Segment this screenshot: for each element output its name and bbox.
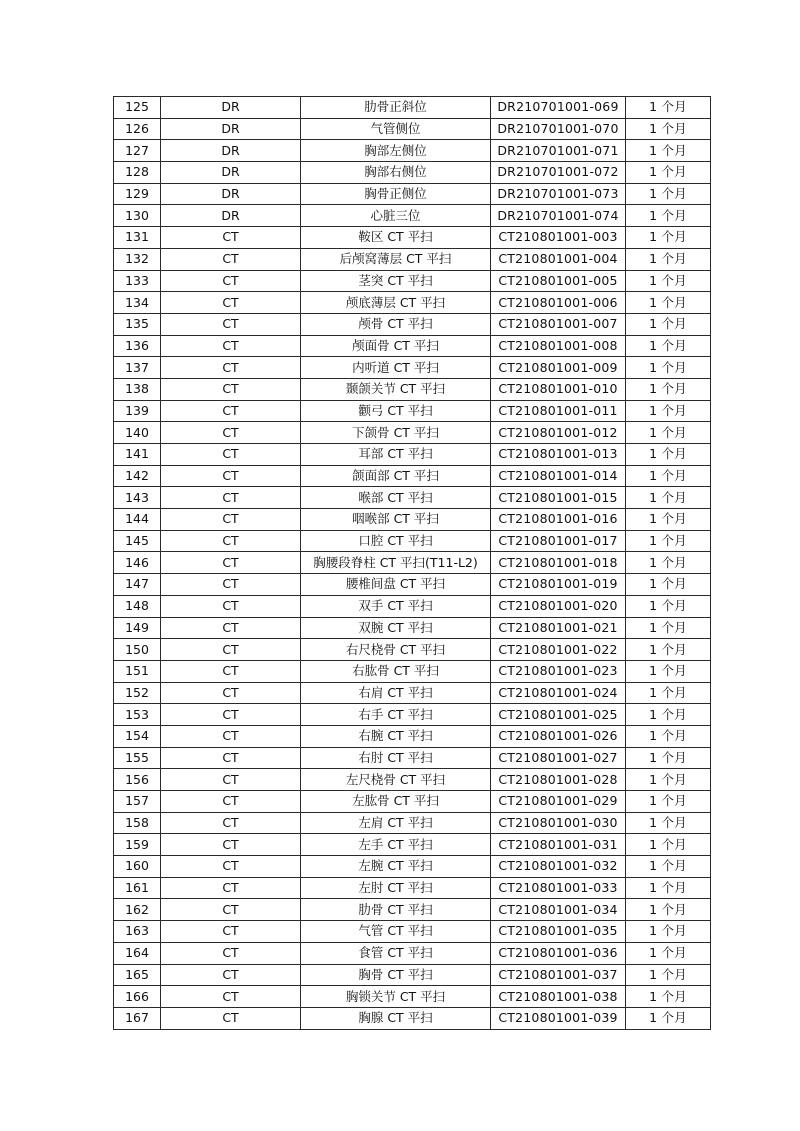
retention-period-cell: 1 个月 — [626, 682, 711, 704]
exam-name-cell: 茎突 CT 平扫 — [301, 270, 491, 292]
retention-period-cell: 1 个月 — [626, 162, 711, 184]
exam-name-cell: 下颌骨 CT 平扫 — [301, 422, 491, 444]
exam-code-cell: DR210701001-074 — [491, 205, 626, 227]
exam-name-cell: 左肱骨 CT 平扫 — [301, 791, 491, 813]
table-row — [114, 682, 711, 704]
exam-code-cell: CT210801001-039 — [491, 1007, 626, 1029]
exam-code-cell: CT210801001-016 — [491, 509, 626, 531]
exam-name-cell: 气管 CT 平扫 — [301, 921, 491, 943]
exam-code-cell: DR210701001-069 — [491, 97, 626, 119]
exam-code-cell: CT210801001-003 — [491, 227, 626, 249]
modality-cell: CT — [161, 378, 301, 400]
exam-name-cell: 后颅窝薄层 CT 平扫 — [301, 248, 491, 270]
modality-cell: CT — [161, 444, 301, 466]
modality-cell: CT — [161, 617, 301, 639]
exam-code-cell: CT210801001-032 — [491, 856, 626, 878]
table-row — [114, 856, 711, 878]
table-row — [114, 964, 711, 986]
table-row — [114, 812, 711, 834]
row-number-cell: 162 — [114, 899, 161, 921]
row-number-cell: 145 — [114, 530, 161, 552]
table-row — [114, 834, 711, 856]
exam-name-cell: 胸部右侧位 — [301, 162, 491, 184]
exam-name-cell: 咽喉部 CT 平扫 — [301, 509, 491, 531]
retention-period-cell: 1 个月 — [626, 509, 711, 531]
exam-name-cell: 左肘 CT 平扫 — [301, 877, 491, 899]
exam-name-cell: 胸部左侧位 — [301, 140, 491, 162]
table-row — [114, 877, 711, 899]
table-row — [114, 942, 711, 964]
modality-cell: DR — [161, 140, 301, 162]
row-number-cell: 128 — [114, 162, 161, 184]
exam-code-cell: DR210701001-072 — [491, 162, 626, 184]
modality-cell: DR — [161, 205, 301, 227]
table-row — [114, 313, 711, 335]
exam-name-cell: 右手 CT 平扫 — [301, 704, 491, 726]
exam-code-cell: CT210801001-008 — [491, 335, 626, 357]
retention-period-cell: 1 个月 — [626, 357, 711, 379]
row-number-cell: 158 — [114, 812, 161, 834]
row-number-cell: 132 — [114, 248, 161, 270]
table-row — [114, 292, 711, 314]
table-row — [114, 574, 711, 596]
exam-code-cell: CT210801001-021 — [491, 617, 626, 639]
modality-cell: DR — [161, 162, 301, 184]
row-number-cell: 157 — [114, 791, 161, 813]
table-row — [114, 400, 711, 422]
table-row — [114, 725, 711, 747]
modality-cell: CT — [161, 248, 301, 270]
modality-cell: CT — [161, 899, 301, 921]
row-number-cell: 150 — [114, 639, 161, 661]
table-row — [114, 639, 711, 661]
exam-name-cell: 胸骨正侧位 — [301, 183, 491, 205]
table-row — [114, 487, 711, 509]
retention-period-cell: 1 个月 — [626, 921, 711, 943]
table-row — [114, 1007, 711, 1029]
row-number-cell: 151 — [114, 660, 161, 682]
exam-name-cell: 颞颌关节 CT 平扫 — [301, 378, 491, 400]
row-number-cell: 165 — [114, 964, 161, 986]
modality-cell: CT — [161, 877, 301, 899]
table-row — [114, 357, 711, 379]
modality-cell: CT — [161, 509, 301, 531]
modality-cell: CT — [161, 986, 301, 1008]
retention-period-cell: 1 个月 — [626, 986, 711, 1008]
exam-name-cell: 颧弓 CT 平扫 — [301, 400, 491, 422]
table-row — [114, 899, 711, 921]
exam-code-cell: CT210801001-031 — [491, 834, 626, 856]
exam-code-cell: CT210801001-019 — [491, 574, 626, 596]
exam-name-cell: 内听道 CT 平扫 — [301, 357, 491, 379]
exam-name-cell: 左尺桡骨 CT 平扫 — [301, 769, 491, 791]
table-row — [114, 552, 711, 574]
modality-cell: CT — [161, 357, 301, 379]
row-number-cell: 130 — [114, 205, 161, 227]
row-number-cell: 141 — [114, 444, 161, 466]
exam-code-cell: CT210801001-027 — [491, 747, 626, 769]
retention-period-cell: 1 个月 — [626, 964, 711, 986]
table-row — [114, 704, 711, 726]
retention-period-cell: 1 个月 — [626, 856, 711, 878]
exam-code-cell: CT210801001-036 — [491, 942, 626, 964]
exam-code-cell: CT210801001-035 — [491, 921, 626, 943]
modality-cell: CT — [161, 313, 301, 335]
modality-cell: CT — [161, 292, 301, 314]
exam-name-cell: 腰椎间盘 CT 平扫 — [301, 574, 491, 596]
modality-cell: CT — [161, 530, 301, 552]
exam-code-cell: CT210801001-024 — [491, 682, 626, 704]
modality-cell: CT — [161, 400, 301, 422]
modality-cell: CT — [161, 942, 301, 964]
exam-name-cell: 鞍区 CT 平扫 — [301, 227, 491, 249]
exam-code-cell: CT210801001-009 — [491, 357, 626, 379]
table-row — [114, 465, 711, 487]
row-number-cell: 152 — [114, 682, 161, 704]
modality-cell: CT — [161, 487, 301, 509]
exam-name-cell: 胸腰段脊柱 CT 平扫(T11-L2) — [301, 552, 491, 574]
table-row — [114, 530, 711, 552]
row-number-cell: 125 — [114, 97, 161, 119]
exam-code-cell: DR210701001-071 — [491, 140, 626, 162]
exam-name-cell: 右肘 CT 平扫 — [301, 747, 491, 769]
table-row — [114, 140, 711, 162]
modality-cell: CT — [161, 465, 301, 487]
table-row — [114, 248, 711, 270]
retention-period-cell: 1 个月 — [626, 248, 711, 270]
row-number-cell: 155 — [114, 747, 161, 769]
modality-cell: CT — [161, 552, 301, 574]
modality-cell: CT — [161, 921, 301, 943]
row-number-cell: 167 — [114, 1007, 161, 1029]
row-number-cell: 156 — [114, 769, 161, 791]
modality-cell: DR — [161, 118, 301, 140]
modality-cell: DR — [161, 97, 301, 119]
modality-cell: CT — [161, 769, 301, 791]
exam-code-cell: DR210701001-073 — [491, 183, 626, 205]
modality-cell: DR — [161, 183, 301, 205]
table-row — [114, 769, 711, 791]
exam-code-cell: DR210701001-070 — [491, 118, 626, 140]
retention-period-cell: 1 个月 — [626, 812, 711, 834]
exam-name-cell: 食管 CT 平扫 — [301, 942, 491, 964]
exam-code-cell: CT210801001-037 — [491, 964, 626, 986]
table-row — [114, 205, 711, 227]
retention-period-cell: 1 个月 — [626, 660, 711, 682]
exam-name-cell: 肋骨正斜位 — [301, 97, 491, 119]
retention-period-cell: 1 个月 — [626, 292, 711, 314]
exam-code-cell: CT210801001-033 — [491, 877, 626, 899]
row-number-cell: 138 — [114, 378, 161, 400]
row-number-cell: 140 — [114, 422, 161, 444]
exam-name-cell: 右尺桡骨 CT 平扫 — [301, 639, 491, 661]
row-number-cell: 159 — [114, 834, 161, 856]
retention-period-cell: 1 个月 — [626, 118, 711, 140]
exam-name-cell: 左腕 CT 平扫 — [301, 856, 491, 878]
exam-code-cell: CT210801001-012 — [491, 422, 626, 444]
modality-cell: CT — [161, 834, 301, 856]
row-number-cell: 135 — [114, 313, 161, 335]
exam-name-cell: 左肩 CT 平扫 — [301, 812, 491, 834]
exam-code-cell: CT210801001-038 — [491, 986, 626, 1008]
exam-name-cell: 右肩 CT 平扫 — [301, 682, 491, 704]
row-number-cell: 144 — [114, 509, 161, 531]
retention-period-cell: 1 个月 — [626, 313, 711, 335]
retention-period-cell: 1 个月 — [626, 270, 711, 292]
modality-cell: CT — [161, 704, 301, 726]
row-number-cell: 127 — [114, 140, 161, 162]
modality-cell: CT — [161, 639, 301, 661]
table-row — [114, 660, 711, 682]
exam-code-cell: CT210801001-015 — [491, 487, 626, 509]
row-number-cell: 154 — [114, 725, 161, 747]
exam-name-cell: 右腕 CT 平扫 — [301, 725, 491, 747]
row-number-cell: 133 — [114, 270, 161, 292]
exam-code-cell: CT210801001-013 — [491, 444, 626, 466]
table-row — [114, 986, 711, 1008]
exam-name-cell: 双手 CT 平扫 — [301, 595, 491, 617]
modality-cell: CT — [161, 1007, 301, 1029]
exam-code-cell: CT210801001-007 — [491, 313, 626, 335]
modality-cell: CT — [161, 856, 301, 878]
row-number-cell: 143 — [114, 487, 161, 509]
exam-name-cell: 心脏三位 — [301, 205, 491, 227]
table-row — [114, 921, 711, 943]
modality-cell: CT — [161, 791, 301, 813]
modality-cell: CT — [161, 660, 301, 682]
retention-period-cell: 1 个月 — [626, 97, 711, 119]
retention-period-cell: 1 个月 — [626, 574, 711, 596]
exam-name-cell: 颅底薄层 CT 平扫 — [301, 292, 491, 314]
exam-name-cell: 颅骨 CT 平扫 — [301, 313, 491, 335]
retention-period-cell: 1 个月 — [626, 747, 711, 769]
modality-cell: CT — [161, 725, 301, 747]
retention-period-cell: 1 个月 — [626, 530, 711, 552]
retention-period-cell: 1 个月 — [626, 769, 711, 791]
row-number-cell: 131 — [114, 227, 161, 249]
retention-period-cell: 1 个月 — [626, 205, 711, 227]
exam-code-cell: CT210801001-014 — [491, 465, 626, 487]
retention-period-cell: 1 个月 — [626, 140, 711, 162]
retention-period-cell: 1 个月 — [626, 617, 711, 639]
exam-code-cell: CT210801001-017 — [491, 530, 626, 552]
exam-name-cell: 颌面部 CT 平扫 — [301, 465, 491, 487]
row-number-cell: 142 — [114, 465, 161, 487]
retention-period-cell: 1 个月 — [626, 465, 711, 487]
retention-period-cell: 1 个月 — [626, 877, 711, 899]
modality-cell: CT — [161, 682, 301, 704]
table-row — [114, 791, 711, 813]
exam-name-cell: 右肱骨 CT 平扫 — [301, 660, 491, 682]
exam-name-cell: 气管侧位 — [301, 118, 491, 140]
retention-period-cell: 1 个月 — [626, 704, 711, 726]
row-number-cell: 126 — [114, 118, 161, 140]
table-row — [114, 227, 711, 249]
retention-period-cell: 1 个月 — [626, 444, 711, 466]
table-row — [114, 162, 711, 184]
modality-cell: CT — [161, 335, 301, 357]
exam-code-cell: CT210801001-030 — [491, 812, 626, 834]
table-row — [114, 97, 711, 119]
exam-name-cell: 肋骨 CT 平扫 — [301, 899, 491, 921]
modality-cell: CT — [161, 227, 301, 249]
retention-period-cell: 1 个月 — [626, 899, 711, 921]
retention-period-cell: 1 个月 — [626, 487, 711, 509]
exam-name-cell: 口腔 CT 平扫 — [301, 530, 491, 552]
retention-period-cell: 1 个月 — [626, 1007, 711, 1029]
exam-code-cell: CT210801001-025 — [491, 704, 626, 726]
modality-cell: CT — [161, 812, 301, 834]
row-number-cell: 134 — [114, 292, 161, 314]
retention-period-cell: 1 个月 — [626, 400, 711, 422]
exam-name-cell: 颅面骨 CT 平扫 — [301, 335, 491, 357]
row-number-cell: 149 — [114, 617, 161, 639]
row-number-cell: 153 — [114, 704, 161, 726]
retention-period-cell: 1 个月 — [626, 791, 711, 813]
retention-period-cell: 1 个月 — [626, 378, 711, 400]
retention-period-cell: 1 个月 — [626, 227, 711, 249]
exam-table — [113, 96, 711, 1030]
exam-name-cell: 双腕 CT 平扫 — [301, 617, 491, 639]
exam-code-cell: CT210801001-005 — [491, 270, 626, 292]
row-number-cell: 136 — [114, 335, 161, 357]
row-number-cell: 148 — [114, 595, 161, 617]
retention-period-cell: 1 个月 — [626, 335, 711, 357]
exam-name-cell: 喉部 CT 平扫 — [301, 487, 491, 509]
modality-cell: CT — [161, 574, 301, 596]
modality-cell: CT — [161, 270, 301, 292]
table-row — [114, 378, 711, 400]
exam-code-cell: CT210801001-026 — [491, 725, 626, 747]
modality-cell: CT — [161, 422, 301, 444]
exam-name-cell: 胸腺 CT 平扫 — [301, 1007, 491, 1029]
exam-name-cell: 胸锁关节 CT 平扫 — [301, 986, 491, 1008]
retention-period-cell: 1 个月 — [626, 942, 711, 964]
table-row — [114, 270, 711, 292]
row-number-cell: 129 — [114, 183, 161, 205]
table-row — [114, 747, 711, 769]
modality-cell: CT — [161, 595, 301, 617]
row-number-cell: 163 — [114, 921, 161, 943]
table-row — [114, 595, 711, 617]
exam-name-cell: 左手 CT 平扫 — [301, 834, 491, 856]
retention-period-cell: 1 个月 — [626, 595, 711, 617]
exam-code-cell: CT210801001-018 — [491, 552, 626, 574]
retention-period-cell: 1 个月 — [626, 639, 711, 661]
row-number-cell: 137 — [114, 357, 161, 379]
exam-code-cell: CT210801001-006 — [491, 292, 626, 314]
table-row — [114, 617, 711, 639]
retention-period-cell: 1 个月 — [626, 552, 711, 574]
table-row — [114, 509, 711, 531]
row-number-cell: 147 — [114, 574, 161, 596]
retention-period-cell: 1 个月 — [626, 725, 711, 747]
table-row — [114, 422, 711, 444]
exam-code-cell: CT210801001-034 — [491, 899, 626, 921]
exam-code-cell: CT210801001-004 — [491, 248, 626, 270]
exam-name-cell: 耳部 CT 平扫 — [301, 444, 491, 466]
exam-code-cell: CT210801001-029 — [491, 791, 626, 813]
row-number-cell: 146 — [114, 552, 161, 574]
modality-cell: CT — [161, 747, 301, 769]
row-number-cell: 161 — [114, 877, 161, 899]
row-number-cell: 166 — [114, 986, 161, 1008]
table-row — [114, 183, 711, 205]
exam-code-cell: CT210801001-028 — [491, 769, 626, 791]
exam-code-cell: CT210801001-022 — [491, 639, 626, 661]
exam-code-cell: CT210801001-020 — [491, 595, 626, 617]
modality-cell: CT — [161, 964, 301, 986]
row-number-cell: 160 — [114, 856, 161, 878]
table-row — [114, 444, 711, 466]
table-row — [114, 335, 711, 357]
row-number-cell: 139 — [114, 400, 161, 422]
exam-code-cell: CT210801001-011 — [491, 400, 626, 422]
exam-code-cell: CT210801001-023 — [491, 660, 626, 682]
exam-table-body — [114, 97, 711, 1030]
retention-period-cell: 1 个月 — [626, 834, 711, 856]
retention-period-cell: 1 个月 — [626, 422, 711, 444]
exam-name-cell: 胸骨 CT 平扫 — [301, 964, 491, 986]
exam-code-cell: CT210801001-010 — [491, 378, 626, 400]
retention-period-cell: 1 个月 — [626, 183, 711, 205]
row-number-cell: 164 — [114, 942, 161, 964]
table-row — [114, 118, 711, 140]
